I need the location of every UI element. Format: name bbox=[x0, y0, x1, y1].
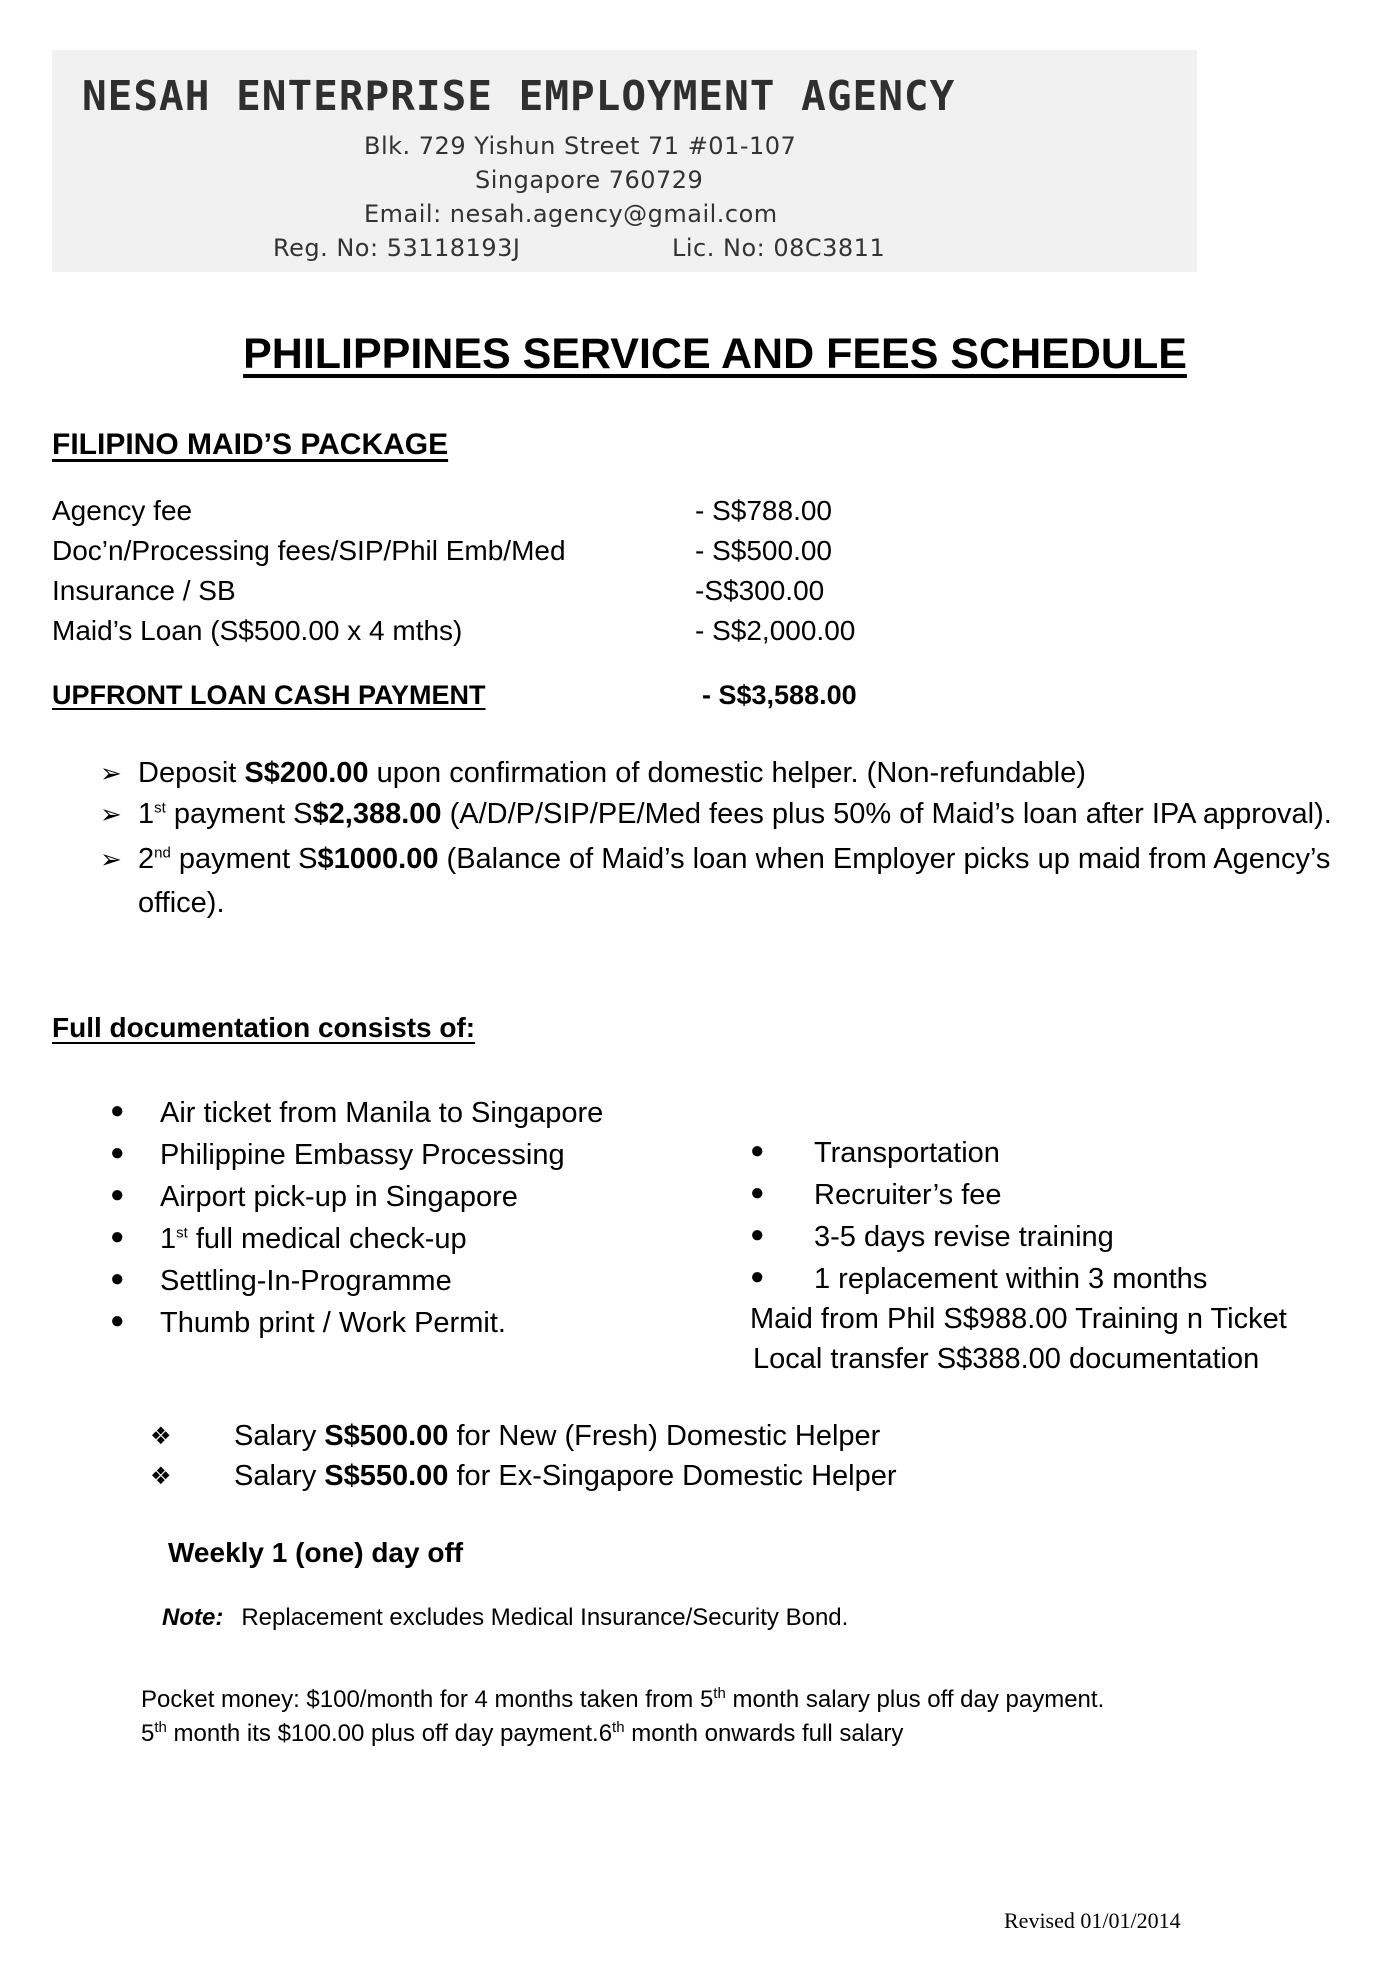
agency-email: Email: nesah.agency@gmail.com bbox=[364, 200, 778, 228]
fee-label: Maid’s Loan (S$500.00 x 4 mths) bbox=[52, 615, 463, 646]
fee-label: Doc’n/Processing fees/SIP/Phil Emb/Med bbox=[52, 535, 566, 566]
agency-name: NESAH ENTERPRISE EMPLOYMENT AGENCY bbox=[82, 72, 956, 120]
agency-lic-no: Lic. No: 08C3811 bbox=[672, 234, 886, 262]
bullet-icon: ● bbox=[110, 1181, 125, 1208]
note-text: Replacement excludes Medical Insurance/Security Bond. bbox=[241, 1604, 849, 1631]
diamond-bullet-icon: ❖ bbox=[150, 1462, 172, 1490]
bullet-icon: ● bbox=[750, 1221, 765, 1248]
agency-reg-no: Reg. No: 53118193J bbox=[273, 234, 521, 262]
arrow-icon: ➢ bbox=[100, 759, 122, 789]
upfront-amount: - S$3,588.00 bbox=[702, 680, 857, 710]
upfront-label: UPFRONT LOAN CASH PAYMENT bbox=[52, 680, 486, 710]
page-title: PHILIPPINES SERVICE AND FEES SCHEDULE bbox=[243, 330, 1187, 378]
bullet-icon: ● bbox=[750, 1179, 765, 1206]
bullet-icon: ● bbox=[110, 1307, 125, 1334]
pocket-money-line1: Pocket money: $100/month for 4 months taken from 5th month salary plus off day payment. bbox=[141, 1685, 1105, 1713]
fee-label: Insurance / SB bbox=[52, 575, 236, 606]
first-payment-item: ➢ 1st payment S$2,388.00 (A/D/P/SIP/PE/Med fees plus 50% of Maid’s loan after IPA approval). bbox=[100, 798, 1332, 830]
replacement-note: Local transfer S$388.00 documentation bbox=[753, 1343, 1260, 1375]
fee-amount: - S$500.00 bbox=[695, 535, 832, 566]
salary-amount: S$550.00 bbox=[324, 1460, 449, 1492]
pocket-money-line2: 5th month its $100.00 plus off day payment.6th month onwards full salary bbox=[141, 1719, 904, 1747]
revised-date: Revised 01/01/2014 bbox=[1004, 1908, 1181, 1933]
fee-amount: - S$2,000.00 bbox=[695, 615, 856, 646]
package-heading: FILIPINO MAID’S PACKAGE bbox=[52, 428, 449, 461]
first-payment-amount: $2,388.00 bbox=[312, 798, 442, 830]
salary-amount: S$500.00 bbox=[324, 1420, 449, 1452]
documentation-heading: Full documentation consists of: bbox=[52, 1012, 476, 1043]
bullet-icon: ● bbox=[110, 1139, 125, 1166]
agency-address-line1: Blk. 729 Yishun Street 71 #01-107 bbox=[364, 132, 797, 160]
letterhead bbox=[52, 50, 1197, 272]
fee-amount: -S$300.00 bbox=[695, 575, 825, 606]
bullet-icon: ● bbox=[110, 1265, 125, 1292]
fee-label: Agency fee bbox=[52, 495, 193, 526]
document-page: NESAH ENTERPRISE EMPLOYMENT AGENCY Blk. 729 Yishun Street 71 #01-107 Singapore 760729 Email: nesah.agency@gmail.com Reg. No: 53118193J Lic. No: 08C3811 PHILIPPINES SERVICE AND FEES SCHEDULE FILIPINO MAID’S PACKAGE Agency fee - S$788.00 Doc’n/Processing fees/SIP/Phil Emb/Med - S$500.00 Insurance / SB -S$300.00 Maid’s Loan (S$500.00 x 4 mths) - S$2,000.00 UPFRONT LOAN CASH PAYMENT - S$3,588.00 ➢ Deposit S$200.00 upon confirmation of domestic helper. (Non-refundable) ➢ 1st payment S$2,388.00 (A/D/P/SIP/PE/Med fees plus 50% of Maid’s loan after IPA approval). ➢ 2nd payment S$1000.00 (Balance of Maid’s loan when Employer picks up maid from Agency’s office). Full documentation consists of: ● Air ticket from Manila to Singapore ● Philippine Embassy Processing ● Airport pick-up in Singapore ● 1st full medical check-up ● Settling-In-Programme ● Thumb print / Work Permit. ● Transportation ● Recruiter’s fee ● 3-5 days revise training ● 1 replacement within 3 months Maid from Phil S$988.00 Training n Ticket Local transfer S$388.00 documentation ❖ Salary S$500.00 for New (Fresh) Domestic Helper ❖ Salary S$550.00 for Ex-Singapore Domestic Helper Weekly 1 (one) day off Note: Replacement excludes Medical Insurance/Security Bond. Pocket money: $100/month for 4 months taken from 5th month salary plus off day payment. 5th month its $100.00 plus off day payment.6th month onwards full salary Revised 01/01/2014 bbox=[0, 0, 1400, 1980]
second-payment-item: ➢ 2nd payment S$1000.00 (Balance of Maid’s loan when Employer picks up maid from Agency’s bbox=[100, 843, 1331, 875]
second-payment-continuation: office). bbox=[138, 887, 225, 919]
second-payment-amount: $1000.00 bbox=[317, 843, 439, 875]
note-label: Note: bbox=[162, 1604, 224, 1631]
day-off: Weekly 1 (one) day off bbox=[168, 1537, 464, 1568]
bullet-icon: ● bbox=[110, 1097, 125, 1124]
replacement-note: Maid from Phil S$988.00 Training n Ticket bbox=[750, 1303, 1287, 1335]
bullet-icon: ● bbox=[750, 1137, 765, 1164]
note bbox=[162, 1604, 848, 1632]
diamond-bullet-icon: ❖ bbox=[150, 1422, 172, 1450]
agency-address-line2: Singapore 760729 bbox=[475, 166, 704, 194]
bullet-icon: ● bbox=[110, 1223, 125, 1250]
deposit-amount: S$200.00 bbox=[244, 757, 369, 789]
bullet-icon: ● bbox=[750, 1263, 765, 1290]
arrow-icon: ➢ bbox=[100, 845, 122, 875]
fee-amount: - S$788.00 bbox=[695, 495, 832, 526]
deposit-item: ➢ Deposit S$200.00 upon confirmation of domestic helper. (Non-refundable) bbox=[100, 757, 1086, 789]
arrow-icon: ➢ bbox=[100, 800, 122, 830]
